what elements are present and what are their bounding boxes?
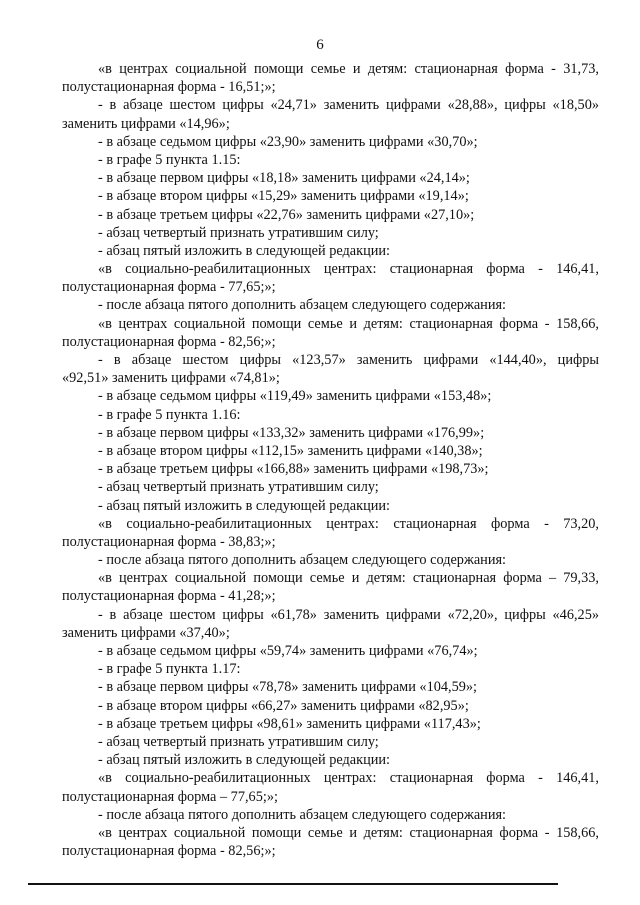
text-line: «в центрах социальной помощи семье и детям: стационарная форма - 31,73, (98, 61, 599, 77)
text-line: - после абзаца пятого дополнить абзацем следующего содержания: (98, 806, 507, 823)
text-line: полустационарная форма - 82,56;»; (62, 843, 276, 860)
text-line: «в центрах социальной помощи семье и детям: стационарная форма - 158,66, (98, 824, 599, 841)
text-line: - в абзаце седьмом цифры «23,90» заменить цифрами «30,70»; (98, 133, 478, 150)
text-line: - в абзаце втором цифры «66,27» заменить цифрами «82,95»; (98, 697, 469, 714)
text-line: - после абзаца пятого дополнить абзацем следующего содержания: (98, 297, 507, 314)
text-line: «в центрах социальной помощи семье и детям: стационарная форма – 79,33, (98, 570, 599, 587)
text-line: - абзац пятый изложить в следующей редакции: (98, 752, 391, 769)
text-line: заменить цифрами «14,96»; (62, 115, 230, 132)
text-line: полустационарная форма - 16,51;»; (62, 79, 276, 96)
text-line: - абзац четвертый признать утратившим силу; (98, 479, 379, 496)
text-line: «в социально-реабилитационных центрах: стационарная форма - 146,41, (98, 261, 599, 278)
text-line: - абзац пятый изложить в следующей редакции: (98, 242, 391, 259)
text-line: - в абзаце третьем цифры «166,88» заменить цифрами «198,73»; (98, 461, 489, 478)
text-line: полустационарная форма – 77,65;»; (62, 788, 278, 805)
text-line: «в социально-реабилитационных центрах: стационарная форма - 146,41, (98, 770, 599, 787)
text-line: полустационарная форма - 77,65;»; (62, 279, 276, 296)
text-line: - в графе 5 пункта 1.16: (98, 406, 241, 423)
document-body (62, 60, 599, 860)
text-line: - абзац пятый изложить в следующей редакции: (98, 497, 391, 514)
text-line: заменить цифрами «37,40»; (62, 624, 230, 641)
text-line: - абзац четвертый признать утратившим силу; (98, 224, 379, 241)
text-line: - в абзаце шестом цифры «123,57» заменить цифрами «144,40», цифры (98, 352, 599, 368)
text-line: - в абзаце первом цифры «78,78» заменить цифрами «104,59»; (98, 679, 478, 696)
text-line: полустационарная форма - 82,56;»; (62, 333, 276, 350)
text-line: - в графе 5 пункта 1.17: (98, 661, 241, 678)
text-line: - в абзаце третьем цифры «22,76» заменить цифрами «27,10»; (98, 206, 475, 223)
text-line: - в графе 5 пункта 1.15: (98, 151, 241, 168)
footer-divider (28, 883, 558, 885)
page-number: 6 (316, 37, 324, 53)
text-line: - в абзаце шестом цифры «24,71» заменить цифрами «28,88», цифры «18,50» (98, 97, 599, 114)
text-line: «в центрах социальной помощи семье и детям: стационарная форма - 158,66, (98, 315, 599, 332)
text-line: - в абзаце шестом цифры «61,78» заменить цифрами «72,20», цифры «46,25» (98, 606, 599, 623)
text-line: «в социально-реабилитационных центрах: стационарная форма - 73,20, (98, 515, 599, 532)
text-line: - в абзаце третьем цифры «98,61» заменить цифрами «117,43»; (98, 715, 481, 732)
text-line: - в абзаце седьмом цифры «119,49» заменить цифрами «153,48»; (98, 388, 492, 405)
text-line: - в абзаце первом цифры «18,18» заменить цифрами «24,14»; (98, 170, 470, 187)
text-line: полустационарная форма - 38,83;»; (62, 533, 276, 550)
text-line: - абзац четвертый признать утратившим силу; (98, 733, 379, 750)
text-line: - в абзаце втором цифры «15,29» заменить цифрами «19,14»; (98, 188, 469, 205)
text-line: - в абзаце втором цифры «112,15» заменить цифрами «140,38»; (98, 442, 483, 459)
text-line: «92,51» заменить цифрами «74,81»; (62, 370, 280, 387)
text-line: - в абзаце седьмом цифры «59,74» заменить цифрами «76,74»; (98, 643, 478, 659)
text-line: полустационарная форма - 41,28;»; (62, 588, 276, 605)
text-line: - после абзаца пятого дополнить абзацем следующего содержания: (98, 552, 507, 569)
text-line: - в абзаце первом цифры «133,32» заменить цифрами «176,99»; (98, 424, 485, 441)
